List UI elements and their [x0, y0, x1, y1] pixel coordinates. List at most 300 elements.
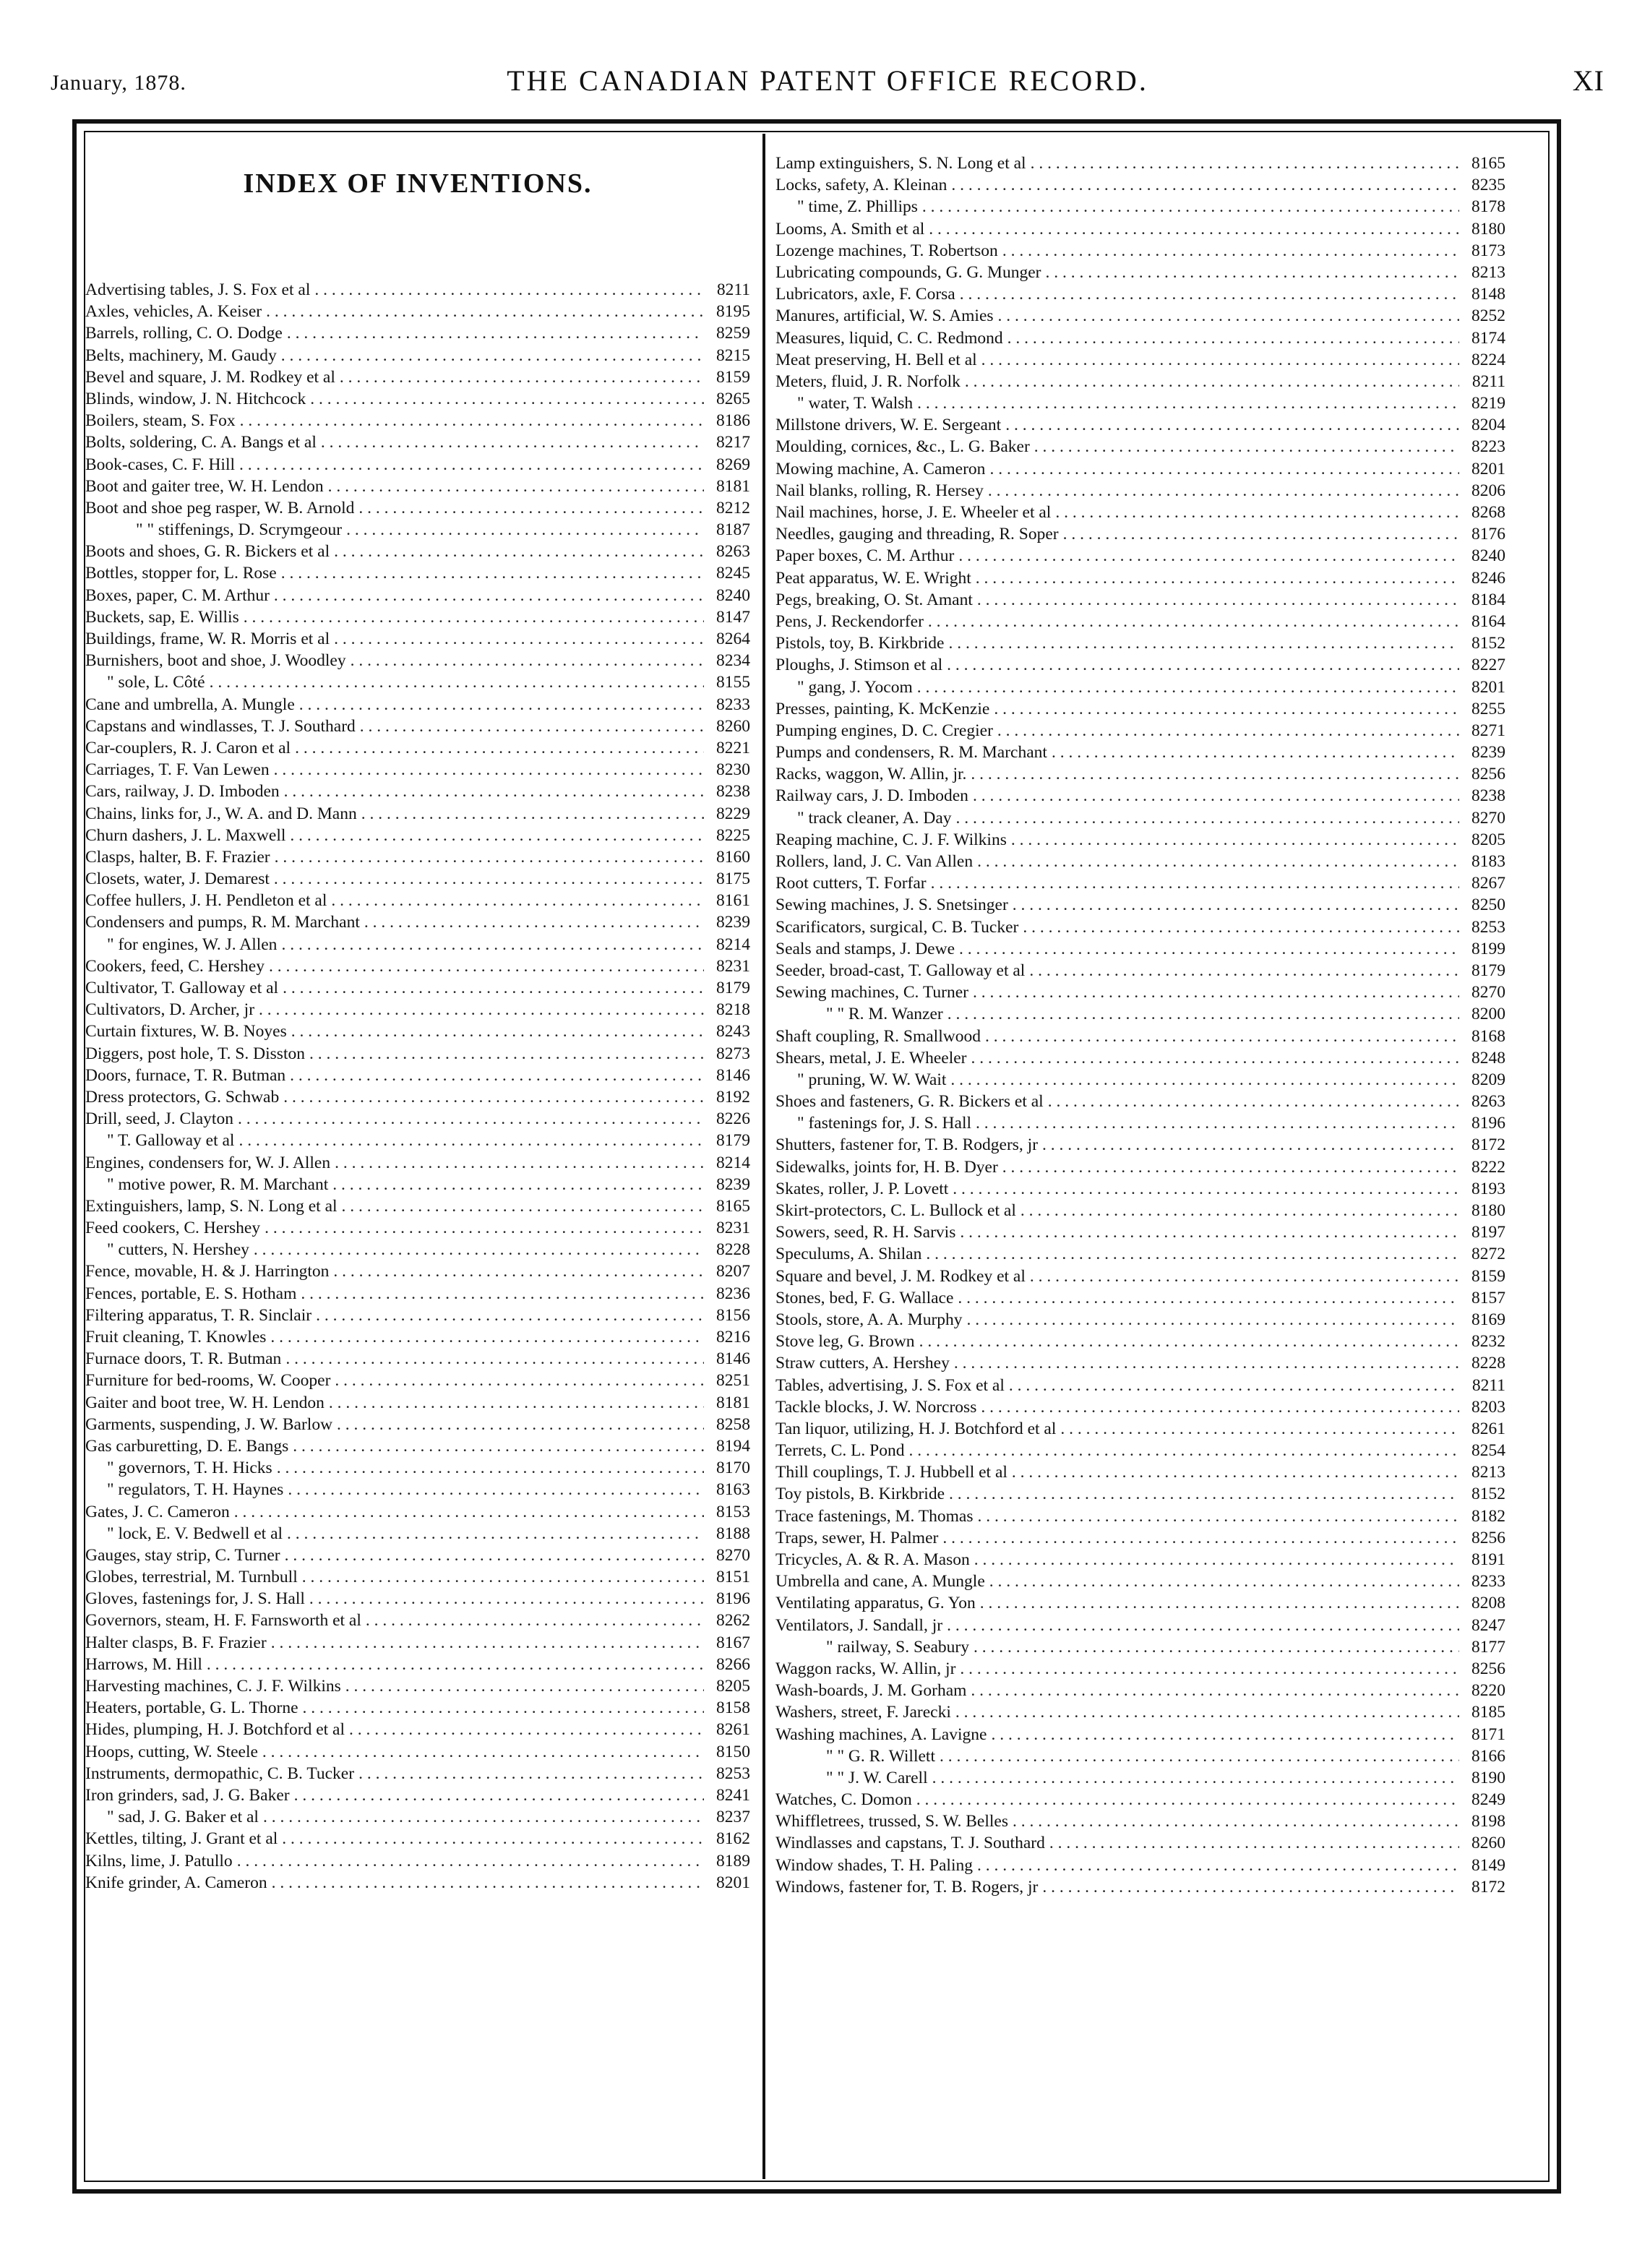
- entry-number: 8243: [716, 1022, 750, 1041]
- entry-text: Locks, safety, A. Kleinan: [775, 176, 948, 195]
- index-entry: [775, 458, 1505, 480]
- entry-leader: [288, 1479, 704, 1500]
- entry-text: Sewing machines, J. S. Snetsinger: [775, 895, 1008, 915]
- entry-number: 8170: [716, 1459, 750, 1478]
- index-entry: [85, 1326, 750, 1348]
- index-entry: [85, 1872, 750, 1894]
- entry-text: Stools, store, A. A. Murphy: [775, 1310, 963, 1329]
- index-entry: [775, 1309, 1505, 1331]
- entry-text: Watches, C. Domon: [775, 1790, 912, 1810]
- entry-leader: [960, 283, 1459, 305]
- entry-leader: [283, 1086, 704, 1108]
- entry-text: Pistols, toy, B. Kirkbride: [775, 634, 945, 653]
- entry-text: " sole, L. Côté: [107, 673, 205, 692]
- entry-number: 8258: [716, 1414, 750, 1434]
- entry-text: Bolts, soldering, C. A. Bangs et al: [85, 433, 317, 452]
- index-entry: [85, 759, 750, 781]
- entry-number: 8149: [1471, 1855, 1505, 1875]
- entry-number: 8256: [1471, 1528, 1505, 1547]
- entry-number: 8151: [716, 1568, 750, 1587]
- entry-leader: [309, 1588, 704, 1610]
- entry-text: Speculums, A. Shilan: [775, 1245, 922, 1264]
- entry-text: Extinguishers, lamp, S. N. Long et al: [85, 1196, 338, 1216]
- entry-number: 8208: [1471, 1594, 1505, 1613]
- entry-leader: [272, 1872, 704, 1894]
- entry-number: 8234: [716, 651, 750, 671]
- entry-leader: [973, 981, 1459, 1003]
- entry-leader: [1045, 262, 1459, 283]
- entry-text: Root cutters, T. Forfar: [775, 874, 927, 893]
- entry-leader: [977, 589, 1459, 611]
- entry-leader: [973, 785, 1459, 807]
- entry-number: 8253: [716, 1764, 750, 1783]
- entry-number: 8221: [716, 738, 750, 757]
- entry-number: 8227: [1471, 656, 1505, 675]
- entry-leader: [991, 1724, 1459, 1745]
- entry-text: " " stiffenings, D. Scrymgeour: [136, 520, 343, 540]
- entry-text: Railway cars, J. D. Imboden: [775, 786, 968, 806]
- entry-text: Trace fastenings, M. Thomas: [775, 1506, 974, 1526]
- entry-number: 8156: [716, 1305, 750, 1325]
- entry-leader: [1048, 1091, 1459, 1112]
- index-entry: [775, 1855, 1505, 1876]
- entry-number: 8259: [716, 324, 750, 343]
- entry-text: Looms, A. Smith et al: [775, 219, 925, 239]
- index-entry: [775, 981, 1505, 1003]
- entry-leader: [274, 759, 704, 781]
- entry-text: Scarificators, surgical, C. B. Tucker: [775, 917, 1019, 937]
- index-entry: [775, 1200, 1505, 1221]
- entry-text: Boot and shoe peg rasper, W. B. Arnold: [85, 498, 355, 517]
- index-entry: [85, 301, 750, 322]
- entry-text: Gloves, fastenings for, J. S. Hall: [85, 1589, 305, 1609]
- index-entry: [85, 1457, 750, 1479]
- entry-text: Globes, terrestrial, M. Turnbull: [85, 1568, 298, 1587]
- index-entry: [85, 1348, 750, 1370]
- entry-number: 8196: [716, 1589, 750, 1609]
- entry-number: 8152: [1471, 1485, 1505, 1504]
- entry-number: 8173: [1471, 241, 1505, 260]
- entry-text: " " G. R. Willett: [826, 1746, 935, 1766]
- index-entry: [775, 1047, 1505, 1069]
- index-entry: [775, 1003, 1505, 1025]
- index-entry: [775, 807, 1505, 829]
- entry-leader: [1023, 916, 1459, 938]
- entry-leader: [928, 611, 1459, 632]
- entry-number: 8196: [1471, 1114, 1505, 1133]
- entry-number: 8262: [716, 1611, 750, 1631]
- entry-text: Harrows, M. Hill: [85, 1654, 202, 1674]
- entry-text: Hoops, cutting, W. Steele: [85, 1742, 258, 1761]
- index-entry: [775, 153, 1505, 174]
- index-entry: [85, 1435, 750, 1457]
- entry-number: 8249: [1471, 1790, 1505, 1810]
- entry-leader: [965, 371, 1459, 392]
- entry-number: 8263: [716, 542, 750, 562]
- entry-text: Belts, machinery, M. Gaudy: [85, 345, 277, 365]
- entry-text: Kilns, lime, J. Patullo: [85, 1851, 233, 1870]
- entry-number: 8240: [716, 585, 750, 605]
- entry-text: Lozenge machines, T. Robertson: [775, 241, 998, 260]
- index-entry: [775, 567, 1505, 589]
- entry-number: 8235: [1471, 176, 1505, 195]
- entry-text: Harvesting machines, C. J. F. Wilkins: [85, 1677, 341, 1696]
- index-entry: [85, 1414, 750, 1435]
- index-entry: [775, 1440, 1505, 1461]
- entry-number: 8179: [716, 979, 750, 997]
- entry-number: 8169: [1471, 1310, 1505, 1329]
- entry-text: Lubricating compounds, G. G. Munger: [775, 262, 1041, 282]
- index-entry: [85, 1370, 750, 1391]
- entry-text: Car-couplers, R. J. Caron et al: [85, 738, 291, 757]
- entry-leader: [1013, 894, 1459, 916]
- entry-text: Furniture for bed-rooms, W. Cooper: [85, 1371, 331, 1391]
- entry-number: 8254: [1471, 1441, 1505, 1461]
- entry-number: 8229: [716, 804, 750, 823]
- entry-number: 8165: [1471, 154, 1505, 173]
- entry-number: 8179: [716, 1131, 750, 1151]
- index-entry: [775, 785, 1505, 807]
- index-entry: [775, 305, 1505, 327]
- entry-number: 8205: [1471, 830, 1505, 849]
- entry-text: Doors, furnace, T. R. Butman: [85, 1065, 286, 1085]
- index-entry: [775, 1375, 1505, 1396]
- entry-text: Tricycles, A. & R. A. Mason: [775, 1550, 970, 1569]
- entry-number: 8205: [716, 1677, 750, 1696]
- index-entry: [775, 1091, 1505, 1112]
- index-entry: [85, 803, 750, 825]
- entry-leader: [366, 1610, 704, 1631]
- entry-number: 8250: [1471, 895, 1505, 915]
- index-entry: [85, 1130, 750, 1151]
- entry-text: Waggon racks, W. Allin, jr: [775, 1659, 956, 1678]
- entry-number: 8232: [1471, 1332, 1505, 1352]
- entry-text: Paper boxes, C. M. Arthur: [775, 546, 955, 566]
- entry-text: Boots and shoes, G. R. Bickers et al: [85, 542, 330, 562]
- index-entry: [85, 1305, 750, 1326]
- entry-text: Millstone drivers, W. E. Sergeant: [775, 416, 1002, 435]
- entry-leader: [271, 1632, 704, 1654]
- entry-text: Heaters, portable, G. L. Thorne: [85, 1698, 298, 1718]
- index-entry: [775, 1724, 1505, 1745]
- entry-text: Manures, artificial, W. S. Amies: [775, 306, 994, 326]
- entry-text: Stones, bed, F. G. Wallace: [775, 1288, 954, 1307]
- entry-number: 8204: [1471, 416, 1505, 435]
- entry-leader: [958, 1287, 1459, 1309]
- entry-number: 8188: [716, 1524, 750, 1543]
- entry-text: Boot and gaiter tree, W. H. Lendon: [85, 476, 324, 496]
- entry-number: 8181: [716, 476, 750, 496]
- entry-number: 8191: [1471, 1550, 1505, 1569]
- index-entry: [85, 431, 750, 453]
- index-entry: [85, 476, 750, 497]
- entry-text: Clasps, halter, B. F. Frazier: [85, 847, 270, 867]
- entry-number: 8239: [1471, 743, 1505, 763]
- index-entry: [85, 1108, 750, 1130]
- entry-number: 8231: [716, 1219, 750, 1238]
- index-entry: [775, 502, 1505, 523]
- index-entry: [775, 698, 1505, 720]
- entry-leader: [985, 1026, 1459, 1047]
- entry-text: Cars, railway, J. D. Imboden: [85, 782, 280, 802]
- index-entry: [775, 872, 1505, 894]
- index-entry: [775, 240, 1505, 262]
- index-entry: [85, 1043, 750, 1065]
- entry-text: Dress protectors, G. Schwab: [85, 1087, 280, 1107]
- entry-leader: [1029, 960, 1459, 981]
- entry-leader: [950, 1069, 1459, 1091]
- entry-text: Nail blanks, rolling, R. Hersey: [775, 481, 984, 500]
- entry-number: 8251: [716, 1371, 750, 1391]
- index-entry: [85, 628, 750, 650]
- index-entry: [85, 737, 750, 759]
- index-entry: [85, 410, 750, 431]
- entry-text: Pens, J. Reckendorfer: [775, 611, 924, 631]
- entry-text: Sidewalks, joints for, H. B. Dyer: [775, 1157, 998, 1177]
- entry-leader: [329, 1392, 704, 1414]
- issue-date: January, 1878.: [51, 71, 186, 95]
- entry-text: Garments, suspending, J. W. Barlow: [85, 1414, 333, 1434]
- entry-text: Ventilating apparatus, G. Yon: [775, 1594, 976, 1613]
- entry-text: Wash-boards, J. M. Gorham: [775, 1681, 967, 1701]
- entry-leader: [1030, 1266, 1459, 1287]
- index-entry: [85, 1392, 750, 1414]
- index-entry: [775, 262, 1505, 283]
- index-entry: [775, 829, 1505, 851]
- index-entry: [775, 1810, 1505, 1832]
- index-entry: [85, 716, 750, 737]
- index-entry: [85, 1675, 750, 1697]
- entry-number: 8219: [1471, 394, 1505, 413]
- index-entry: [775, 1287, 1505, 1309]
- entry-number: 8163: [716, 1480, 750, 1500]
- entry-leader: [269, 955, 704, 977]
- index-entry: [775, 632, 1505, 654]
- entry-text: Shaft coupling, R. Smallwood: [775, 1026, 981, 1046]
- entry-number: 8209: [1471, 1070, 1505, 1089]
- entry-number: 8215: [716, 345, 750, 365]
- entry-number: 8186: [716, 411, 750, 431]
- index-entry: [775, 676, 1505, 698]
- entry-text: Racks, waggon, W. Allin, jr.: [775, 765, 967, 784]
- entry-text: Boilers, steam, S. Fox: [85, 411, 236, 431]
- index-entry: [775, 1134, 1505, 1156]
- entry-text: Nail machines, horse, J. E. Wheeler et al: [775, 503, 1052, 522]
- entry-text: Tackle blocks, J. W. Norcross: [775, 1397, 977, 1417]
- entry-leader: [919, 1331, 1459, 1352]
- index-entry: [775, 654, 1505, 676]
- index-entry: [775, 523, 1505, 545]
- entry-number: 8273: [716, 1044, 750, 1063]
- index-entry: [85, 1763, 750, 1784]
- entry-number: 8233: [716, 695, 750, 714]
- entry-text: Lubricators, axle, F. Corsa: [775, 285, 955, 304]
- entry-leader: [1007, 327, 1459, 349]
- index-entry: [775, 1745, 1505, 1767]
- entry-text: Ventilators, J. Sandall, jr: [775, 1615, 943, 1635]
- entry-number: 8190: [1471, 1768, 1505, 1787]
- index-entry: [85, 1850, 750, 1872]
- entry-leader: [1063, 523, 1459, 545]
- index-entry: [775, 1396, 1505, 1418]
- index-entry: [775, 349, 1505, 371]
- entry-number: 8174: [1471, 328, 1505, 348]
- entry-leader: [1034, 436, 1459, 458]
- entry-leader: [283, 977, 704, 999]
- entry-number: 8225: [716, 825, 750, 845]
- entry-number: 8211: [1471, 1375, 1505, 1395]
- entry-text: Sowers, seed, R. H. Sarvis: [775, 1223, 956, 1242]
- entry-number: 8261: [1471, 1419, 1505, 1438]
- entry-leader: [238, 1108, 704, 1130]
- entry-number: 8246: [1471, 568, 1505, 588]
- index-entry: [85, 345, 750, 366]
- entry-leader: [284, 781, 704, 802]
- entry-leader: [282, 1828, 704, 1850]
- entry-leader: [976, 1112, 1459, 1134]
- entry-text: Carriages, T. F. Van Lewen: [85, 760, 270, 780]
- index-entry: [775, 1461, 1505, 1483]
- entry-leader: [977, 1855, 1459, 1876]
- index-entry: [85, 1195, 750, 1217]
- entry-number: 8146: [716, 1065, 750, 1085]
- entry-text: Bottles, stopper for, L. Rose: [85, 564, 277, 583]
- entry-leader: [361, 803, 704, 825]
- entry-number: 8159: [1471, 1266, 1505, 1286]
- entry-leader: [364, 911, 704, 933]
- journal-title: THE CANADIAN PATENT OFFICE RECORD.: [507, 64, 1148, 97]
- page-header: [51, 64, 1604, 107]
- entry-leader: [337, 1414, 704, 1435]
- entry-text: Cultivators, D. Archer, jr: [85, 1000, 255, 1020]
- entry-text: Traps, sewer, H. Palmer: [775, 1528, 939, 1547]
- entry-number: 8201: [1471, 677, 1505, 697]
- index-entry: [85, 322, 750, 344]
- entry-text: Gates, J. C. Cameron: [85, 1502, 230, 1521]
- entry-text: Halter clasps, B. F. Frazier: [85, 1633, 267, 1652]
- entry-leader: [954, 1352, 1459, 1374]
- entry-text: " for engines, W. J. Allen: [107, 935, 278, 954]
- entry-text: Fence, movable, H. & J. Harrington: [85, 1262, 330, 1281]
- entry-number: 8236: [716, 1284, 750, 1303]
- index-entry: [775, 1658, 1505, 1680]
- entry-text: Meat preserving, H. Bell et al: [775, 350, 977, 369]
- entry-text: Capstans and windlasses, T. J. Southard: [85, 716, 356, 736]
- entry-number: 8158: [716, 1698, 750, 1718]
- entry-leader: [960, 1658, 1459, 1680]
- entry-text: Tables, advertising, J. S. Fox et al: [775, 1375, 1005, 1395]
- index-entry: [775, 720, 1505, 742]
- entry-leader: [340, 366, 704, 388]
- index-entry: [775, 545, 1505, 567]
- entry-text: Blinds, window, J. N. Hitchcock: [85, 389, 306, 408]
- entry-text: " cutters, N. Hershey: [107, 1240, 249, 1260]
- entry-leader: [940, 1745, 1459, 1767]
- entry-text: Washing machines, A. Lavigne: [775, 1724, 987, 1744]
- entry-leader: [295, 737, 704, 759]
- entry-text: Windlasses and capstans, T. J. Southard: [775, 1834, 1045, 1853]
- entry-text: Tan liquor, utilizing, H. J. Botchford et al: [775, 1419, 1057, 1438]
- entry-number: 8171: [1471, 1724, 1505, 1744]
- index-entry: [775, 1266, 1505, 1287]
- index-entry: [775, 763, 1505, 785]
- entry-leader: [977, 851, 1459, 872]
- entry-text: " fastenings for, J. S. Hall: [797, 1114, 972, 1133]
- entry-leader: [974, 1549, 1459, 1571]
- entry-number: 8153: [716, 1502, 750, 1521]
- index-entry: [85, 1654, 750, 1675]
- entry-text: Windows, fastener for, T. B. Rogers, jr: [775, 1877, 1039, 1897]
- entry-text: Pegs, breaking, O. St. Amant: [775, 590, 973, 609]
- entry-text: Skates, roller, J. P. Lovett: [775, 1179, 949, 1198]
- entry-leader: [210, 671, 704, 693]
- entry-number: 8183: [1471, 852, 1505, 871]
- entry-number: 8212: [716, 498, 750, 517]
- entry-text: Reaping machine, C. J. F. Wilkins: [775, 830, 1007, 849]
- entry-leader: [1012, 1461, 1459, 1483]
- entry-leader: [335, 1370, 704, 1391]
- entry-number: 8237: [716, 1808, 750, 1827]
- entry-leader: [244, 606, 704, 628]
- entry-text: " time, Z. Phillips: [797, 197, 918, 217]
- entry-text: " motive power, R. M. Marchant: [107, 1174, 329, 1194]
- entry-leader: [960, 1221, 1459, 1243]
- index-entry: [85, 366, 750, 388]
- index-entry: [85, 1260, 750, 1282]
- entry-leader: [998, 305, 1459, 327]
- entry-text: Presses, painting, K. McKenzie: [775, 699, 990, 718]
- entry-leader: [302, 1566, 704, 1588]
- entry-leader: [1002, 240, 1459, 262]
- entry-text: Umbrella and cane, A. Mungle: [775, 1572, 985, 1592]
- index-entry: [775, 611, 1505, 632]
- entry-leader: [981, 349, 1459, 371]
- entry-text: Cane and umbrella, A. Mungle: [85, 695, 295, 714]
- entry-number: 8264: [716, 630, 750, 648]
- entry-text: " water, T. Walsh: [797, 394, 914, 413]
- entry-number: 8192: [716, 1087, 750, 1107]
- index-entry: [775, 1112, 1505, 1134]
- index-entry: [775, 196, 1505, 218]
- index-entry: [85, 497, 750, 519]
- entry-number: 8231: [716, 956, 750, 976]
- entry-text: Drill, seed, J. Clayton: [85, 1109, 233, 1129]
- entry-leader: [989, 458, 1459, 480]
- index-entry: [775, 392, 1505, 414]
- entry-number: 8194: [716, 1436, 750, 1456]
- entry-leader: [309, 1043, 704, 1065]
- entry-text: Square and bevel, J. M. Rodkey et al: [775, 1266, 1026, 1286]
- entry-number: 8207: [716, 1262, 750, 1281]
- entry-number: 8272: [1471, 1245, 1505, 1264]
- entry-text: Curtain fixtures, W. B. Noyes: [85, 1022, 287, 1041]
- entry-leader: [1031, 153, 1459, 174]
- entry-number: 8184: [1471, 590, 1505, 609]
- entry-number: 8213: [1471, 1463, 1505, 1482]
- entry-text: Sewing machines, C. Turner: [775, 983, 968, 1002]
- entry-text: Axles, vehicles, A. Keiser: [85, 302, 262, 322]
- index-entry: [85, 671, 750, 693]
- index-entry: [775, 174, 1505, 196]
- column-divider: [762, 134, 765, 2179]
- entry-leader: [947, 654, 1459, 676]
- entry-leader: [1011, 829, 1459, 851]
- index-entry: [85, 519, 750, 541]
- entry-leader: [981, 1396, 1459, 1418]
- entry-leader: [1013, 1810, 1459, 1832]
- entry-text: Iron grinders, sad, J. G. Baker: [85, 1785, 290, 1805]
- entry-number: 8260: [716, 716, 750, 736]
